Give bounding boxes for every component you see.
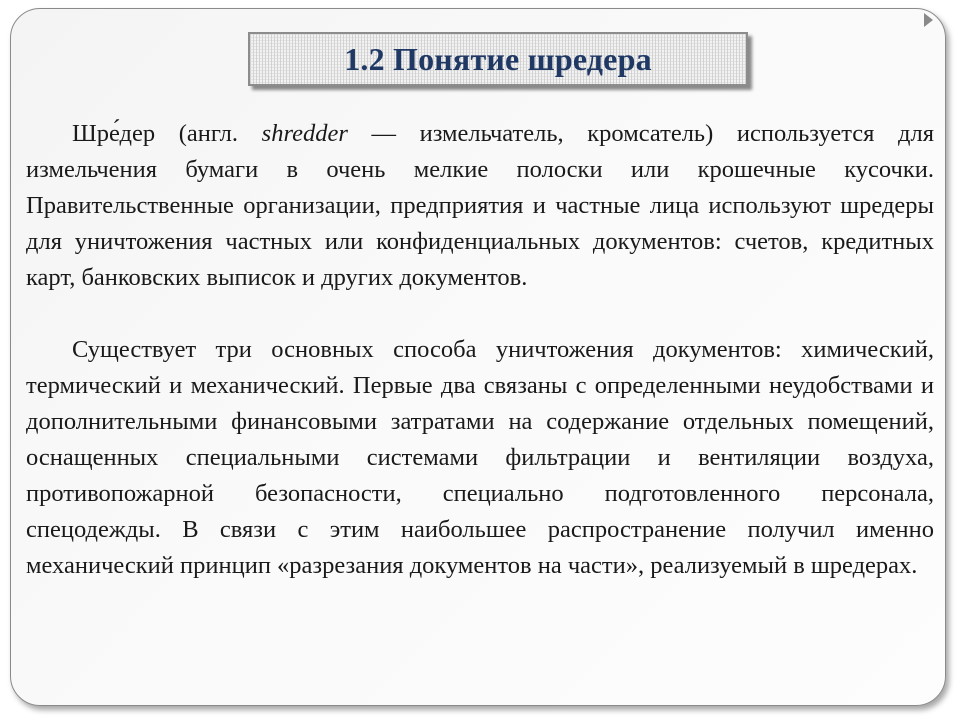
paragraph-definition — [26, 116, 934, 296]
slide-body — [26, 116, 934, 584]
paragraph-methods: Существует три основных способа уничтожения документов: химический, термический и механический. Первые два связаны с определенными неудобствами и дополнительными финансовыми затратами на содержание отдельных помещений, оснащенных специальными системами фильтрации и вентиляции воздуха, противопожарной безопасности, специально подготовленного персонала, спецодежды. В связи с этим наибольшее распространение получил именно механический принцип «разрезания документов на части», реализуемый в шредерах. — [26, 336, 934, 579]
definition-lead: Шре́дер (англ. — [72, 120, 262, 147]
page-title: 1.2 Понятие шредера — [344, 40, 652, 77]
definition-rest: — измельчатель, кромсатель) используется для измельчения бумаги в очень мелкие полоски или крошечные кусочки. Правительственные организации, предприятия и частные лица используют шредеры для уничтожения частных или конфиденциальных документов: счетов, кредитных карт, банковских выписок и других документов. — [26, 120, 934, 291]
title-banner — [248, 32, 748, 86]
triangle-right-icon — [924, 13, 933, 27]
definition-term: shredder — [261, 120, 348, 147]
